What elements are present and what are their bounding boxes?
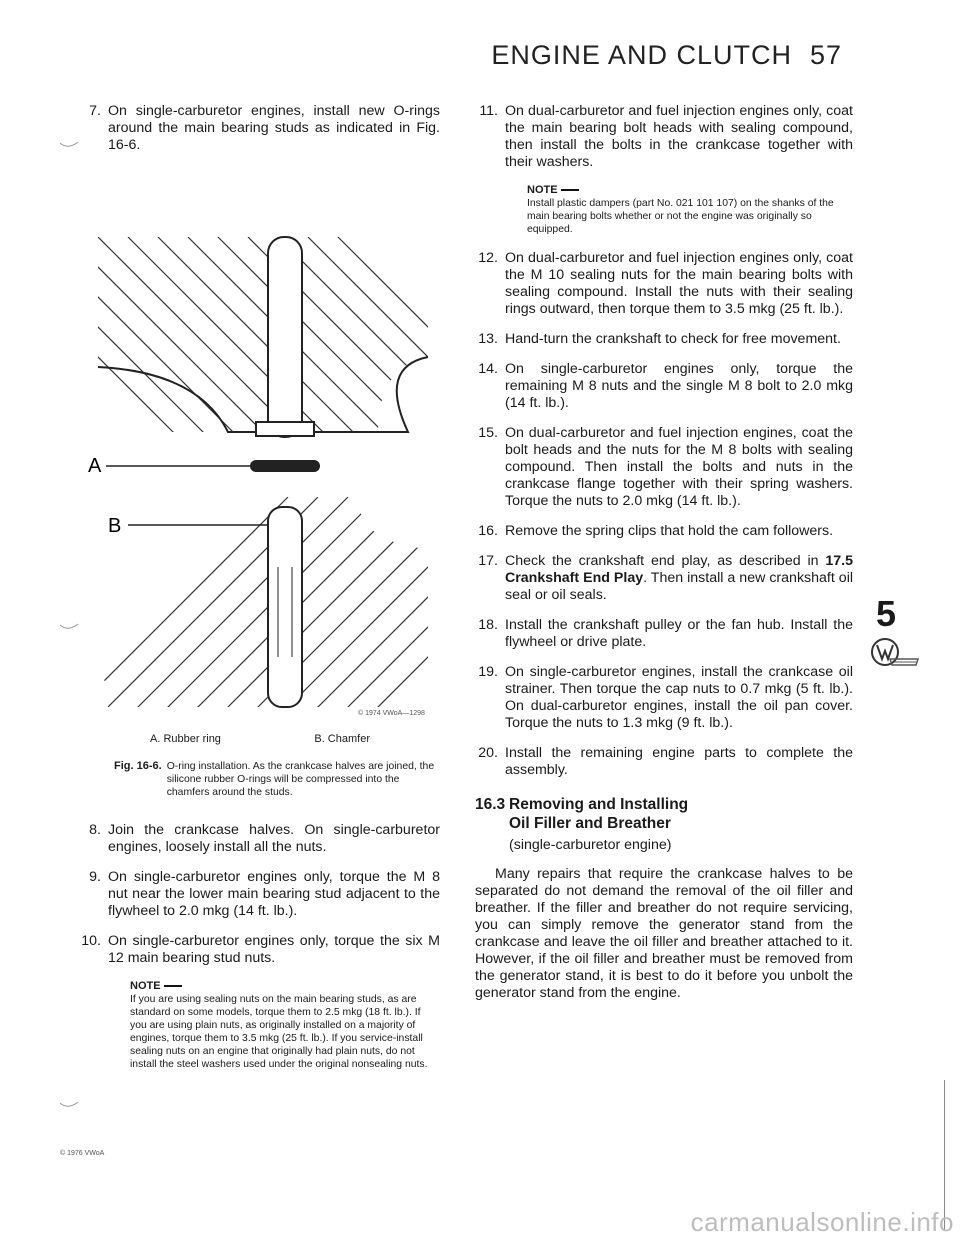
step-19 — [475, 664, 853, 732]
section-number: 16.3 — [475, 796, 506, 813]
section-title — [509, 795, 688, 833]
legend-b: B. Chamfer — [314, 733, 370, 745]
header-section-title: ENGINE AND CLUTCH — [491, 40, 792, 70]
running-header — [491, 40, 842, 71]
scan-mark-icon — [60, 1100, 80, 1110]
figure-caption — [114, 760, 440, 800]
step-9 — [78, 869, 440, 920]
step-14 — [475, 361, 853, 412]
section-title-line1: Removing and Installing — [509, 796, 689, 813]
figure-legend — [78, 731, 440, 748]
step-text: Hand-turn the crankshaft to check for free movement. — [505, 331, 841, 347]
step-20 — [475, 745, 853, 779]
oring-diagram — [78, 167, 440, 725]
note-plastic-dampers — [505, 184, 853, 236]
step-12 — [475, 250, 853, 318]
step-text — [505, 553, 853, 604]
step-text: On single-carburetor engines only, torque the remaining M 8 nuts and the single M 8 bolt to 2.0 mkg (14 ft. lb.). — [505, 361, 853, 411]
figure-caption-number: Fig. 16-6. — [114, 760, 162, 772]
step-number: 8. — [89, 821, 101, 838]
step-number: 12. — [478, 250, 498, 266]
note-text: If you are using sealing nuts on the main bearing studs, as are standard on some models, torque them to 2.5 mkg (18 ft. lb.). If you are using plain nuts, as originally installed on a majority of engines, torque them to 3.5 mkg (25 ft. lb.). If you service-install sealing nuts on an engine that originally had plain nuts, do not install the steel washers used under the original nonsealing nuts. — [130, 993, 428, 1070]
step-10 — [78, 933, 440, 967]
figure-credit: © 1974 VWoA—1298 — [358, 710, 425, 717]
o-ring-a — [250, 460, 320, 472]
step-text: Install the crankshaft pulley or the fan hub. Install the flywheel or drive plate. — [505, 617, 853, 650]
scan-mark-icon — [60, 622, 80, 632]
step-text: On dual-carburetor and fuel injection engines only, coat the main bearing bolt heads with sealing compound, then install the bolts in the crankcase together with their washers. — [505, 103, 853, 170]
step-number: 14. — [478, 361, 498, 377]
step-text: On dual-carburetor and fuel injection engines, coat the bolt heads and the nuts for the M 8 bolts with sealing compound. Then install the bolts and nuts in the crankcase flange together with their spring washers. Torque the nuts to 2.0 mkg (14 ft. lb.). — [505, 425, 853, 509]
section-subtitle: (single-carburetor engine) — [509, 837, 672, 853]
step-text: On single-carburetor engines only, torque the six M 12 main bearing stud nuts. — [108, 932, 440, 966]
scan-mark-icon — [60, 140, 80, 150]
step-number: 18. — [478, 617, 498, 633]
lower-crankcase-half — [78, 497, 440, 725]
step-text: Install the remaining engine parts to complete the assembly. — [505, 745, 853, 778]
legend-a: A. Rubber ring — [150, 733, 221, 745]
step-number: 13. — [478, 331, 498, 347]
section-title-line2: Oil Filler and Breather — [509, 815, 671, 832]
section-paragraph: Many repairs that require the crankcase halves to be separated do not demand the removal of the oil filler and breather. If the filler and breather do not require servicing, you can simply remove the generator stand from the crankcase and leave the oil filler and breather attached to it. However, if the oil filler and breather must be removed from the generator stand, it is best to do it before you unbolt the generator stand from the engine. — [475, 866, 853, 1001]
step-number: 19. — [478, 664, 498, 680]
step-number: 9. — [89, 868, 101, 885]
step-15 — [475, 425, 853, 510]
note-label: NOTE — [130, 980, 440, 993]
step-text: Remove the spring clips that hold the cam followers. — [505, 523, 834, 539]
page-number: 57 — [809, 40, 842, 70]
step-number: 20. — [478, 745, 498, 761]
figure-caption-text: O-ring installation. As the crankcase halves are joined, the silicone rubber O-rings will be compressed into the chamfers around the studs. — [166, 761, 435, 799]
step-number: 7. — [89, 103, 101, 119]
step-number: 17. — [478, 553, 498, 569]
step-text: On single-carburetor engines, install new O-rings around the main bearing studs as indicated in Fig. 16-6. — [108, 103, 440, 153]
watermark: carmanualsonline.info — [690, 1207, 954, 1237]
step-text-before: Check the crankshaft end play, as described in — [505, 553, 826, 569]
step-text-after: . Then install a new crankshaft oil seal or oil seals. — [505, 570, 853, 603]
label-a: A — [88, 455, 102, 477]
step-11 — [475, 103, 853, 171]
left-column — [78, 103, 440, 1085]
vw-logo-icon — [870, 637, 920, 671]
figure-16-6 — [78, 167, 440, 725]
step-13 — [475, 331, 853, 348]
note-sealing-nuts — [108, 980, 440, 1071]
lower-stud — [268, 507, 302, 707]
note-label: NOTE — [527, 184, 853, 197]
label-b: B — [108, 515, 122, 537]
chapter-tab-number: 5 — [876, 593, 897, 634]
upper-stud — [268, 237, 302, 437]
step-17 — [475, 553, 853, 604]
page-credit: © 1976 VWoA — [60, 1150, 105, 1157]
step-number: 16. — [478, 523, 498, 539]
right-column — [475, 103, 853, 1002]
step-18 — [475, 617, 853, 651]
step-number: 15. — [478, 425, 498, 441]
step-8 — [78, 822, 440, 856]
step-7 — [78, 103, 440, 154]
step-text: On single-carburetor engines, install the crankcase oil strainer. Then torque the cap nuts to 0.7 mkg (5 ft. lb.). On dual-carburetor engines, install the oil pan cover. Torque the nuts to 1.3 mkg (9 ft. lb.). — [505, 664, 853, 731]
step-16 — [475, 523, 853, 540]
step-number: 11. — [479, 103, 498, 119]
step-number: 10. — [81, 932, 101, 949]
step-text: On single-carburetor engines only, torque the M 8 nut near the lower main bearing stud adjacent to the flywheel to 2.0 mkg (14 ft. lb.). — [108, 868, 440, 919]
step-text: Join the crankcase halves. On single-carburetor engines, loosely install all the nuts. — [108, 821, 440, 855]
cross-reference[interactable]: 17.5 Crankshaft End Play — [505, 553, 853, 586]
step-text: On dual-carburetor and fuel injection engines only, coat the M 10 sealing nuts for the main bearing bolts with sealing compound. Install the nuts with their sealing rings outward, then torque them to 3.5 mkg (25 ft. lb.). — [505, 250, 853, 317]
note-text: Install plastic dampers (part No. 021 101 107) on the shanks of the main bearing bolts whether or not the engine was originally so equipped. — [527, 198, 834, 235]
section-heading — [475, 795, 853, 833]
